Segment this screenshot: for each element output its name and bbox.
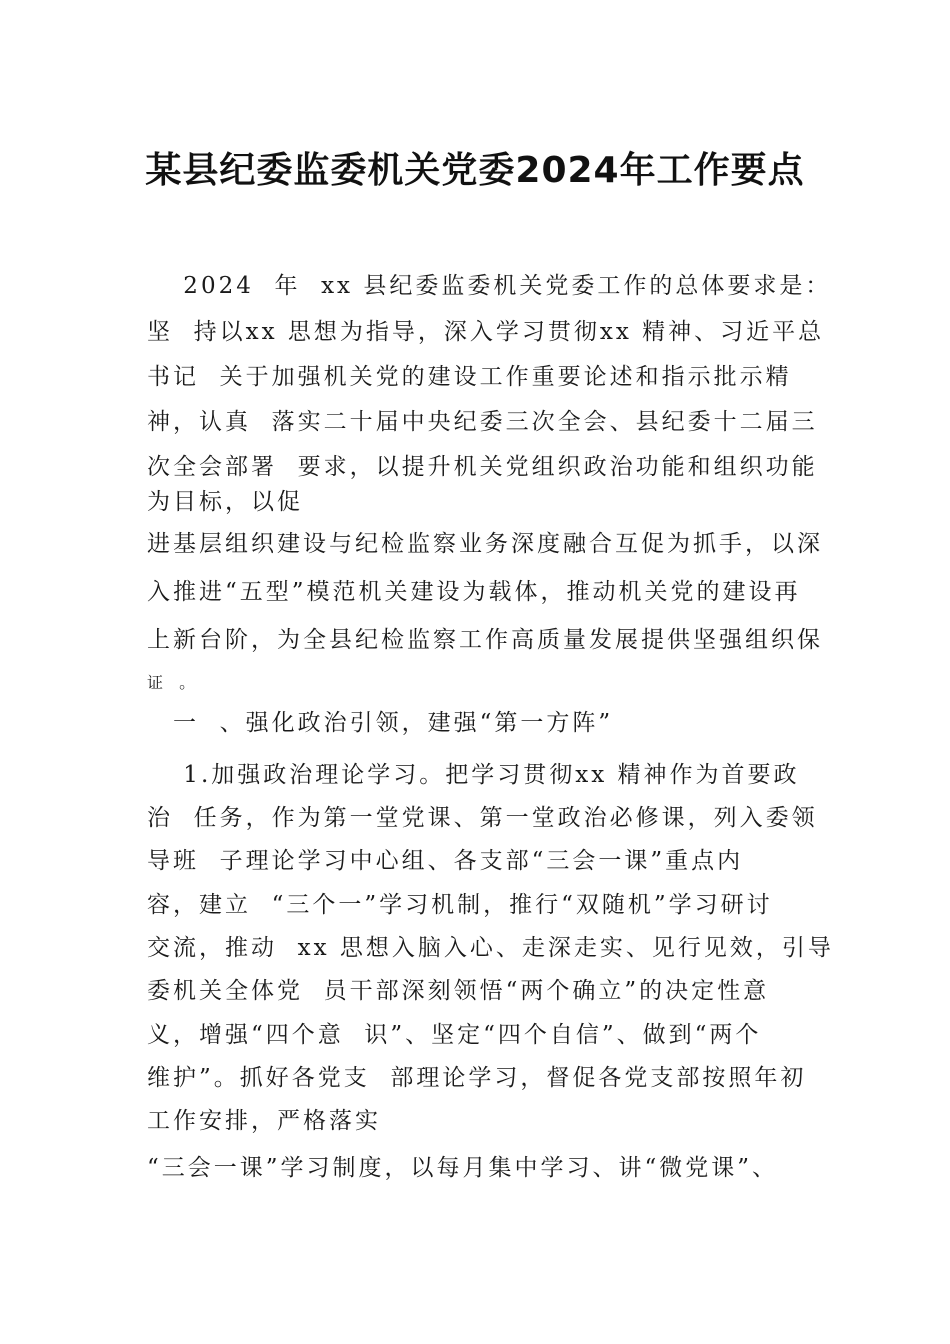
document-title: 某县纪委监委机关党委2024年工作要点	[145, 150, 805, 191]
body-line-14: 导班 子理论学习中心组、各支部“三会一课”重点内	[147, 848, 744, 874]
body-line-10: 证 。	[147, 673, 198, 692]
body-line-17: 委机关全体党 员干部深刻领悟“两个确立”的决定性意	[147, 978, 770, 1004]
body-line-21: “三会一课”学习制度，以每月集中学习、讲“微党课”、	[147, 1155, 779, 1181]
body-line-18: 义，增强“四个意 识”、坚定“四个自信”、做到“两个	[147, 1022, 762, 1048]
body-line-16: 交流，推动 xx 思想入脑入心、走深走实、见行见效，引导	[147, 935, 834, 961]
body-line-19: 维护”。抓好各党支 部理论学习，督促各党支部按照年初	[147, 1065, 807, 1091]
body-line-9: 上新台阶，为全县纪检监察工作高质量发展提供坚强组织保	[147, 627, 823, 653]
body-line-1: 2024 年 xx 县纪委监委机关党委工作的总体要求是：	[147, 273, 832, 299]
body-line-13: 治 任务，作为第一堂党课、第一堂政治必修课，列入委领	[147, 805, 818, 831]
body-line-6: 为目标，以促	[147, 489, 303, 515]
body-line-5: 次全会部署 要求，以提升机关党组织政治功能和组织功能	[147, 454, 818, 480]
body-line-3: 书记 关于加强机关党的建设工作重要论述和指示批示精	[147, 364, 792, 390]
body-line-2: 坚 持以xx 思想为指导，深入学习贯彻xx 精神、习近平总	[147, 319, 825, 345]
body-line-12: 1.加强政治理论学习。把学习贯彻xx 精神作为首要政	[147, 762, 800, 788]
body-line-7: 进基层组织建设与纪检监察业务深度融合互促为抓手，以深	[147, 531, 823, 557]
body-line-8: 入推进“五型”模范机关建设为载体，推动机关党的建设再	[147, 579, 801, 605]
body-line-4: 神，认真 落实二十届中央纪委三次全会、县纪委十二届三	[147, 409, 818, 435]
section-heading-1: 一 、强化政治引领，建强“第一方阵”	[147, 710, 614, 736]
body-line-20: 工作安排，严格落实	[147, 1108, 381, 1134]
body-line-15: 容，建立 “三个一”学习机制，推行“双随机”学习研讨	[147, 892, 773, 918]
